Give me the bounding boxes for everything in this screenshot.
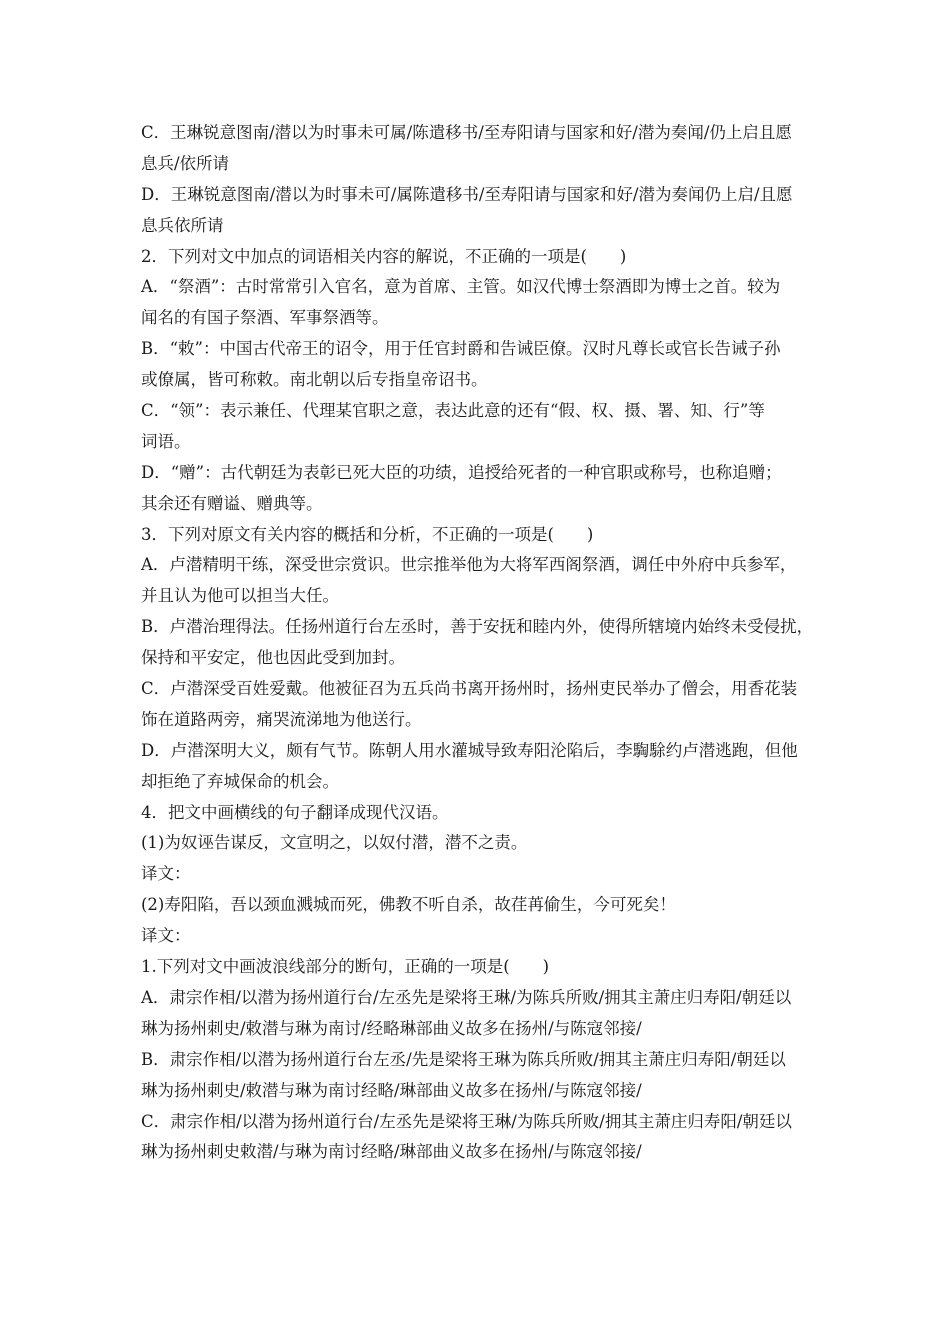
question-heading: 1.下列对文中画波浪线部分的断句，正确的一项是( )	[141, 957, 550, 977]
text-line: 闻名的有国子祭酒、军事祭酒等。	[141, 308, 389, 328]
text-line: D．卢潜深明大义，颇有气节。陈朝人用水灌城导致寿阳沦陷后，李騊駼约卢潜逃跑，但他	[141, 740, 798, 760]
text-line: A．“祭酒”：古时常常引入官名，意为首席、主管。如汉代博士祭酒即为博士之首。较为	[141, 277, 781, 297]
text-line: B．“敕”：中国古代帝王的诏令，用于任官封爵和告诫臣僚。汉时凡尊长或官长告诫子孙	[141, 339, 781, 359]
text-line: 息兵依所请	[141, 215, 224, 235]
text-line: A．肃宗作相/以潜为扬州道行台/左丞先是梁将王琳/为陈兵所败/拥其主萧庄归寿阳/朝廷以	[141, 987, 792, 1007]
text-line: C．王琳锐意图南/潜以为时事未可属/陈遣移书/至寿阳请与国家和好/潜为奏闻/仍上启且愿	[141, 123, 792, 142]
text-line: 饰在道路两旁，痛哭流涕地为他送行。	[141, 709, 422, 729]
translation-label: 译文：	[141, 864, 191, 884]
text-line: D．王琳锐意图南/潜以为时事未可/属陈遣移书/至寿阳请与国家和好/潜为奏闻仍上启/且愿	[141, 184, 793, 204]
text-line: D．“赠”：古代朝廷为表彰已死大臣的功绩，追授给死者的一种官职或称号，也称追赠；	[141, 462, 782, 482]
text-line: A．卢潜精明干练，深受世宗赏识。世宗推举他为大将军西阁祭酒，调任中外府中兵参军，	[141, 555, 797, 575]
text-line: 琳为扬州刺史/敕潜与琳为南讨经略/琳部曲义故多在扬州/与陈寇邻接/	[141, 1080, 642, 1100]
text-line: C．“领”：表示兼任、代理某官职之意，表达此意的还有“假、权、摄、署、知、行”等	[141, 401, 765, 421]
text-line: 其余还有赠谥、赠典等。	[141, 493, 323, 513]
document-body	[141, 118, 821, 1168]
text-line: 却拒绝了弃城保命的机会。	[141, 771, 339, 791]
question-heading: 4．把文中画横线的句子翻译成现代汉语。	[141, 802, 449, 822]
text-line: 琳为扬州刺史/敕潜与琳为南讨/经略琳部曲义故多在扬州/与陈寇邻接/	[141, 1018, 642, 1038]
text-line: C．卢潜深受百姓爱戴。他被征召为五兵尚书离开扬州时，扬州吏民举办了僧会，用香花装	[141, 679, 798, 699]
text-line: B．卢潜治理得法。任扬州道行台左丞时，善于安抚和睦内外，使得所辖境内始终未受侵扰，	[141, 617, 814, 637]
text-line: 保持和平安定，他也因此受到加封。	[141, 648, 405, 668]
question-heading: 2．下列对文中加点的词语相关内容的解说，不正确的一项是( )	[141, 246, 627, 266]
text-line: 或僚属，皆可称敕。南北朝以后专指皇帝诏书。	[141, 370, 488, 390]
text-line: (2)寿阳陷，吾以颈血溅城而死，佛教不听自杀，故荏苒偷生，今可死矣！	[141, 895, 676, 915]
text-line: 词语。	[141, 431, 191, 451]
text-line: 息兵/依所请	[141, 153, 230, 173]
text-line: C．肃宗作相/以潜为扬州道行台/左丞先是梁将王琳/为陈兵所败/拥其主萧庄归寿阳/朝廷以	[141, 1111, 792, 1131]
text-line: 并且认为他可以担当大任。	[141, 586, 339, 606]
text-line: (1)为奴诬告谋反，文宣明之，以奴付潜，潜不之责。	[141, 833, 528, 853]
translation-label: 译文：	[141, 926, 191, 946]
text-line: 琳为扬州刺史敕潜/与琳为南讨经略/琳部曲义故多在扬州/与陈寇邻接/	[141, 1142, 642, 1162]
text-line: B．肃宗作相/以潜为扬州道行台左丞/先是梁将王琳为陈兵所败/拥其主萧庄归寿阳/朝廷以	[141, 1049, 786, 1069]
question-heading: 3．下列对原文有关内容的概括和分析，不正确的一项是( )	[141, 524, 594, 544]
